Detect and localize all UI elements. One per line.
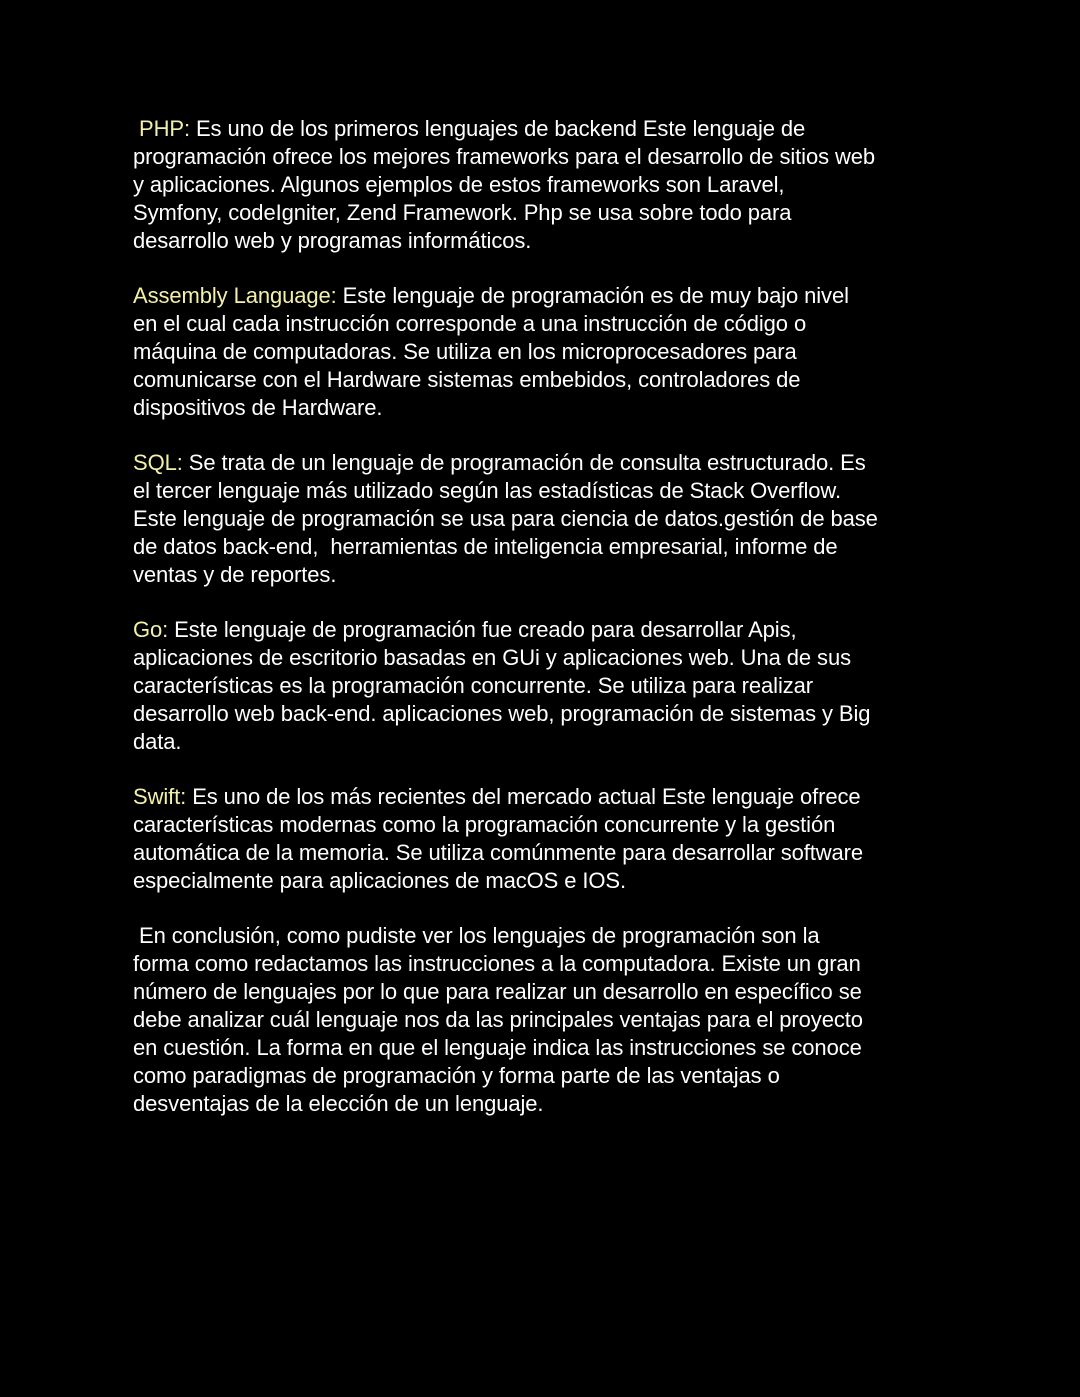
paragraph-text: Es uno de los más recientes del mercado actual Este lenguaje ofrece características modernas como la programación concurrente y la gestión automática de la memoria. Se utiliza comúnmente para desarrollar software especialmente para aplicaciones de macOS e IOS. bbox=[133, 784, 864, 893]
paragraph-assembly bbox=[133, 282, 963, 422]
paragraph-go bbox=[133, 616, 963, 756]
paragraph-text: Es uno de los primeros lenguajes de backend Este lenguaje de programación ofrece los mejores frameworks para el desarrollo de sitios web y aplicaciones. Algunos ejemplos de estos frameworks son Laravel, Symfony, codeIgniter, Zend Framework. Php se usa sobre todo para desarrollo web y programas informáticos. bbox=[133, 116, 876, 253]
paragraph-swift bbox=[133, 783, 963, 895]
term-go: Go: bbox=[133, 617, 169, 642]
paragraph-conclusion: En conclusión, como pudiste ver los lenguajes de programación son la forma como redactamos las instrucciones a la computadora. Existe un gran número de lenguajes por lo que para realizar un desarrollo en específico se debe analizar cuál lenguaje nos da las principales ventajas para el proyecto en cuestión. La forma en que el lenguaje indica las instrucciones se conoce como paradigmas de programación y forma parte de las ventajas o desventajas de la elección de un lenguaje. bbox=[133, 923, 863, 1116]
paragraph-php bbox=[133, 115, 963, 255]
paragraph-text: Este lenguaje de programación fue creado para desarrollar Apis, aplicaciones de escritorio basadas en GUi y aplicaciones web. Una de sus características es la programación concurrente. Se utiliza para realizar desarrollo web back-end. aplicaciones web, programación de sistemas y Big data. bbox=[133, 617, 871, 754]
term-assembly-language: Assembly Language: bbox=[133, 283, 337, 308]
paragraph-text: Se trata de un lenguaje de programación de consulta estructurado. Es el tercer lenguaje más utilizado según las estadísticas de Stack Overflow. Este lenguaje de programación se usa para ciencia de datos.gestión de base de datos back-end, herramientas de inteligencia empresarial, informe de ventas y de reportes. bbox=[133, 450, 878, 587]
term-swift: Swift: bbox=[133, 784, 187, 809]
term-php: PHP: bbox=[139, 116, 190, 141]
term-sql: SQL: bbox=[133, 450, 183, 475]
paragraph-text: Este lenguaje de programación es de muy bajo nivel en el cual cada instrucción corresponde a una instrucción de código o máquina de computadoras. Se utiliza en los microprocesadores para comunicarse con el Hardware sistemas embebidos, controladores de dispositivos de Hardware. bbox=[133, 283, 849, 420]
paragraph-sql bbox=[133, 449, 963, 589]
document-body bbox=[133, 115, 963, 1145]
